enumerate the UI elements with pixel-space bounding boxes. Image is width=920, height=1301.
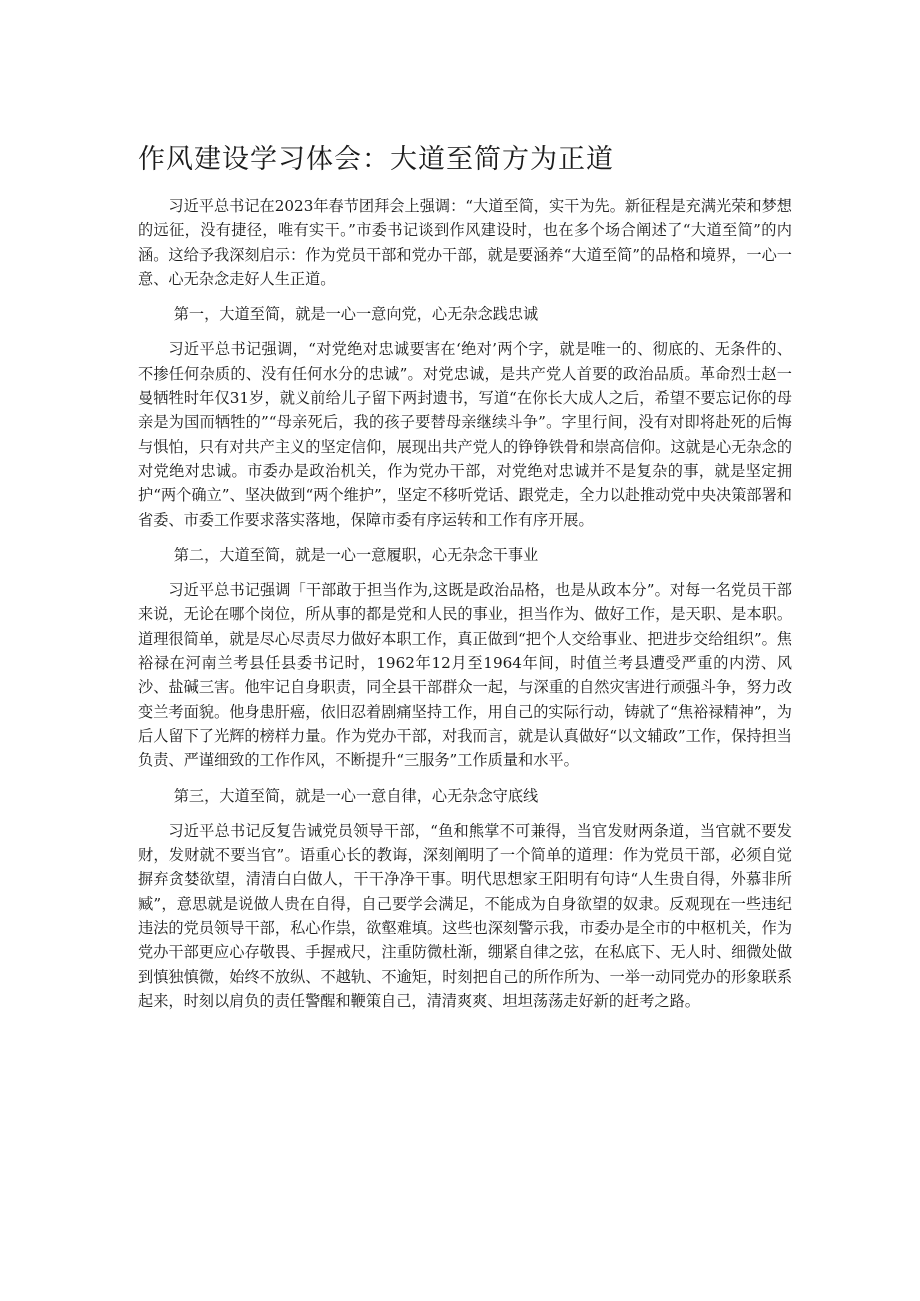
section-heading-1: 第一，大道至简，就是一心一意向党，心无杂念践忠诚 <box>173 305 539 324</box>
document-body <box>138 194 792 1024</box>
section-1-paragraph: 习近平总书记强调，“对党绝对忠诚要害在‘绝对’两个字，就是唯一的、彻底的、无条件的、不掺任何杂质的、没有任何水分的忠诚”。对党忠诚，是共产党人首要的政治品质。革命烈士赵一曼牺牲时年仅31岁，就义前给儿子留下两封遗书，写道“在你长大成人之后，希望不要忘记你的母亲是为国而牺牲的”“母亲死后，我的孩子要替母亲继续斗争”。字里行间，没有对即将赴死的后悔与惧怕，只有对共产主义的坚定信仰，展现出共产党人的铮铮铁骨和崇高信仰。这就是心无杂念的对党绝对忠诚。市委办是政治机关，作为党办干部，对党绝对忠诚并不是复杂的事，就是坚定拥护“两个确立”、坚决做到“两个维护”，坚定不移听党话、跟党走，全力以赴推动党中央决策部署和省委、市委工作要求落实落地，保障市委有序运转和工作有序开展。 <box>138 340 792 529</box>
section-heading-2: 第二，大道至简，就是一心一意履职，心无杂念干事业 <box>173 545 539 564</box>
section-heading-3: 第三，大道至简，就是一心一意自律，心无杂念守底线 <box>173 786 539 805</box>
section-3-paragraph: 习近平总书记反复告诫党员领导干部，“鱼和熊掌不可兼得，当官发财两条道，当官就不要发财，发财就不要当官”。语重心长的教诲，深刻阐明了一个简单的道理：作为党员干部，必须自觉摒弃贪婪欲望，清清白白做人，干干净净干事。明代思想家王阳明有句诗“人生贵自得，外慕非所臧”，意思就是说做人贵在自得，自己要学会满足，不能成为自身欲望的奴隶。反观现在一些违纪违法的党员领导干部，私心作祟，欲壑难填。这些也深刻警示我，市委办是全市的中枢机关，作为党办干部更应心存敬畏、手握戒尺，注重防微杜渐，绷紧自律之弦，在私底下、无人时、细微处做到慎独慎微，始终不放纵、不越轨、不逾矩，时刻把自己的所作所为、一举一动同党办的形象联系起来，时刻以肩负的责任警醒和鞭策自己，清清爽爽、坦坦荡荡走好新的赶考之路。 <box>138 821 792 1010</box>
section-2-paragraph: 习近平总书记强调「干部敢于担当作为,这既是政治品格，也是从政本分”。对每一名党员干部来说，无论在哪个岗位，所从事的都是党和人民的事业，担当作为、做好工作，是天职、是本职。道理很简单，就是尽心尽责尽力做好本职工作，真正做到“把个人交给事业、把进步交给组织”。焦裕禄在河南兰考县任县委书记时，1962年12月至1964年间，时值兰考县遭受严重的内涝、风沙、盐碱三害。他牢记自身职责，同全县干部群众一起，与深重的自然灾害进行顽强斗争，努力改变兰考面貌。他身患肝癌，依旧忍着剧痛坚持工作，用自己的实际行动，铸就了“焦裕禄精神”，为后人留下了光辉的榜样力量。作为党办干部，对我而言，就是认真做好“以文辅政”工作，保持担当负责、严谨细致的工作作风，不断提升“三服务”工作质量和水平。 <box>138 581 792 770</box>
intro-paragraph: 习近平总书记在2023年春节团拜会上强调：“大道至简，实干为先。新征程是充满光荣和梦想的远征，没有捷径，唯有实干。”市委书记谈到作风建设时，也在多个场合阐述了“大道至简”的内涵。这给予我深刻启示：作为党员干部和党办干部，就是要涵养“大道至简”的品格和境界，一心一意、心无杂念走好人生正道。 <box>138 197 792 288</box>
document-title: 作风建设学习体会：大道至简方为正道 <box>138 144 614 175</box>
